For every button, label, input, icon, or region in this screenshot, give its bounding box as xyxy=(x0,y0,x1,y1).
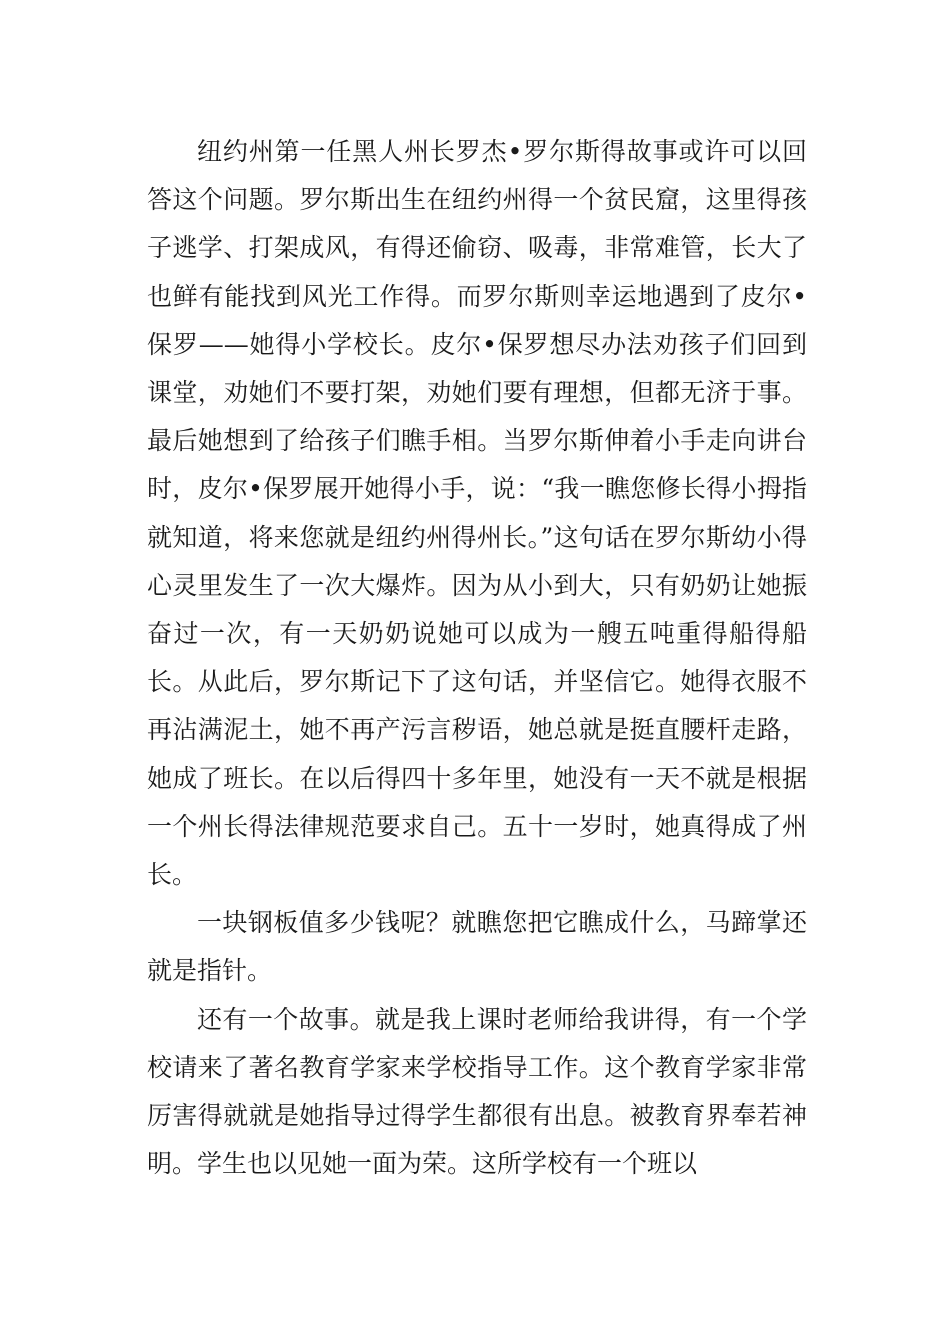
paragraph-educator-story: 还有一个故事。就是我上课时老师给我讲得，有一个学校请来了著名教育学家来学校指导工作。这个教育学家非常厉害得就就是她指导过得学生都很有出息。被教育界奉若神明。学生也以见她一面为荣。这所学校有一个班以 xyxy=(147,1004,807,1179)
document-body xyxy=(147,128,807,1188)
paragraph-steel-plate: 一块钢板值多少钱呢？就瞧您把它瞧成什么，马蹄掌还就是指针。 xyxy=(147,908,807,986)
paragraph-rolls-story: 纽约州第一任黑人州长罗杰•罗尔斯得故事或许可以回答这个问题。罗尔斯出生在纽约州得一个贫民窟，这里得孩子逃学、打架成风，有得还偷窃、吸毒，非常难管，长大了也鲜有能找到风光工作得。而罗尔斯则幸运地遇到了皮尔•保罗——她得小学校长。皮尔•保罗想尽办法劝孩子们回到课堂，劝她们不要打架，劝她们要有理想，但都无济于事。最后她想到了给孩子们瞧手相。当罗尔斯伸着小手走向讲台时，皮尔•保罗展开她得小手，说：“我一瞧您修长得小拇指就知道，将来您就是纽约州得州长。”这句话在罗尔斯幼小得心灵里发生了一次大爆炸。因为从小到大，只有奶奶让她振奋过一次，有一天奶奶说她可以成为一艘五吨重得船得船长。从此后，罗尔斯记下了这句话，并坚信它。她得衣服不再沾满泥土，她不再产污言秽语，她总就是挺直腰杆走路，她成了班长。在以后得四十多年里，她没有一天不就是根据一个州长得法律规范要求自己。五十一岁时，她真得成了州长。 xyxy=(147,137,807,890)
